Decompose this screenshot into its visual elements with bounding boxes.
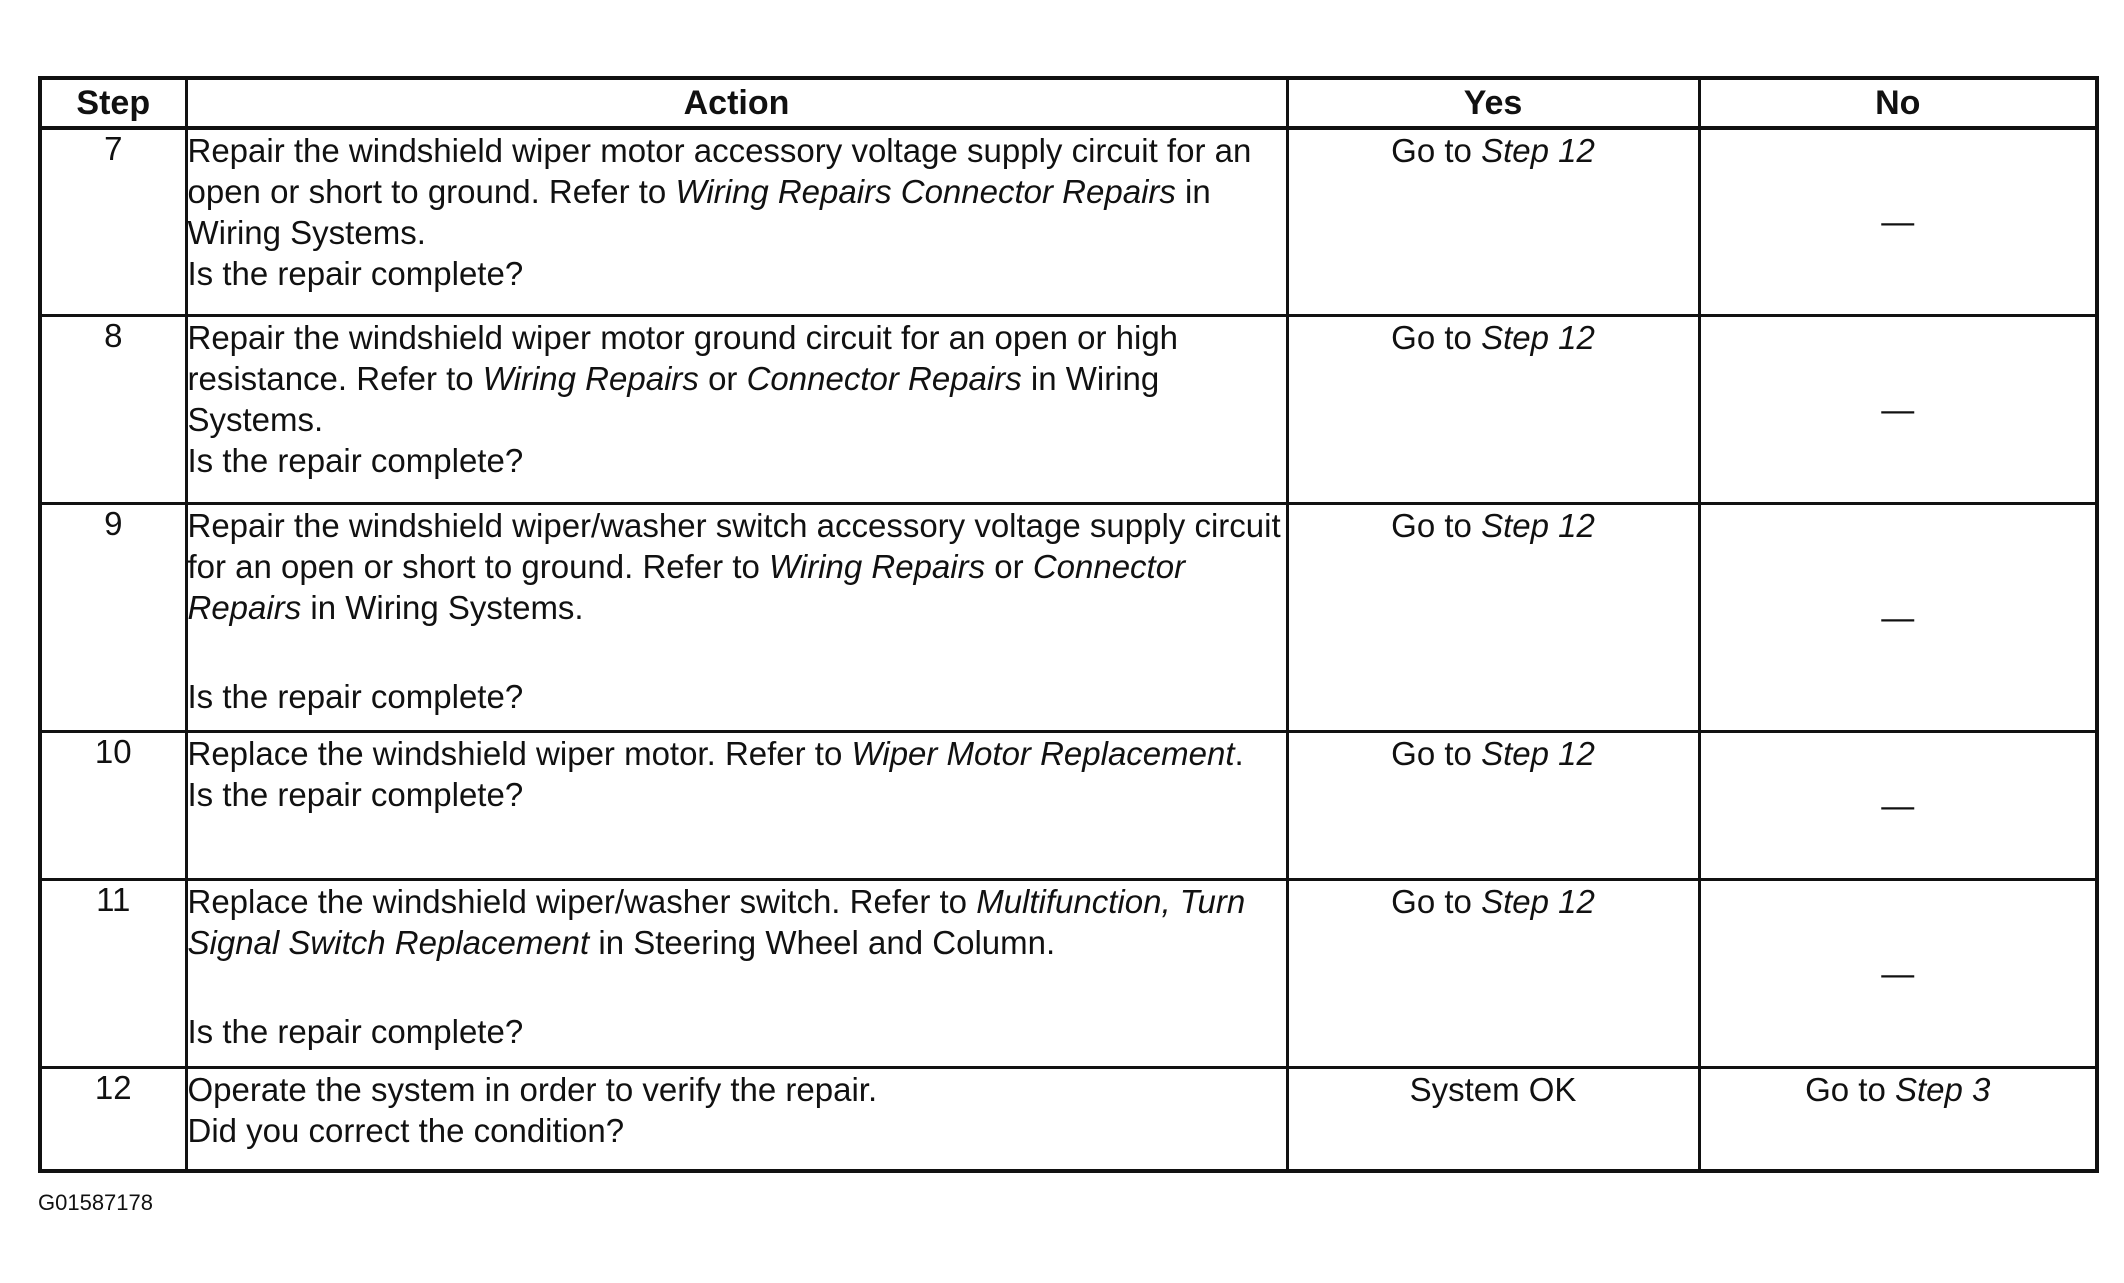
action-text: or [985,547,1033,585]
header-no: No [1699,78,2097,128]
step-number: 10 [40,731,186,879]
table-row [40,879,2097,1067]
action-text: in Wiring Systems. [187,359,1160,438]
yes-step-ref: Step 12 [1481,506,1595,544]
action-question: Is the repair complete? [187,255,524,292]
action-text: Repair the windshield wiper motor accessory voltage supply circuit for an open or short to ground. Refer to [187,132,1252,210]
reference-link-text: Connector Repairs [746,359,1022,397]
action-text: in Wiring Systems. [187,173,1211,251]
action-text: . [1234,734,1244,772]
reference-link-text: Wiring Repairs [769,547,986,585]
no-result [1699,128,2097,315]
action-cell [186,879,1287,1067]
action-text: in Steering Wheel and Column. [589,923,1056,961]
yes-result [1287,128,1699,315]
yes-result [1287,731,1699,879]
yes-result [1287,1067,1699,1171]
yes-text: Go to [1391,882,1482,920]
action-description [188,733,1286,774]
reference-link-text: Wiper Motor Replacement [851,734,1235,772]
no-text: Go to [1805,1070,1895,1108]
no-result [1699,315,2097,503]
action-description [188,1069,1286,1110]
action-description [188,881,1286,963]
action-question: Is the repair complete? [187,677,524,715]
action-cell [186,128,1287,315]
no-result [1699,879,2097,1067]
header-step: Step [40,78,186,128]
action-cell [186,731,1287,879]
action-question: Did you correct the condition? [187,1111,625,1149]
yes-text: Go to [1391,506,1482,544]
yes-text: Go to [1391,318,1482,356]
yes-text: System OK [1409,1070,1577,1108]
yes-result [1287,315,1699,503]
header-action: Action [186,78,1287,128]
figure-id: G01587178 [38,1190,153,1215]
no-dash: — [1881,954,1915,992]
diagnostic-table [38,76,2099,1173]
yes-step-ref: Step 12 [1481,132,1595,169]
yes-step-ref: Step 12 [1481,318,1595,356]
step-number: 7 [40,128,186,315]
action-text: or [698,359,747,397]
action-description [188,505,1286,628]
action-description [188,130,1286,253]
reference-link-text: Wiring Repairs [675,173,892,210]
action-text: Replace the windshield wiper/washer switch. Refer to [187,882,977,920]
yes-step-ref: Step 12 [1481,882,1595,920]
action-question: Is the repair complete? [187,441,524,479]
spacer [188,628,1286,676]
table-row [40,1067,2097,1171]
action-text: Replace the windshield wiper motor. Refer to [187,734,852,772]
action-cell [186,315,1287,503]
action-question: Is the repair complete? [187,1012,524,1050]
yes-result [1287,879,1699,1067]
reference-link-text: Wiring Repairs [482,359,699,397]
no-step-ref: Step 3 [1894,1070,1991,1108]
no-result [1699,1067,2097,1171]
header-yes: Yes [1287,78,1699,128]
reference-link-text: Connector Repairs [187,547,1186,626]
action-text: Repair the windshield wiper motor ground circuit for an open or high resistance. Refer to [187,318,1179,397]
no-dash: — [1881,390,1915,428]
action-cell [186,503,1287,731]
table-row [40,315,2097,503]
action-text: in Wiring Systems. [301,588,584,626]
step-number: 9 [40,503,186,731]
no-result [1699,731,2097,879]
action-description [188,317,1286,440]
action-text: Operate the system in order to verify the repair. [187,1070,878,1108]
action-text: Repair the windshield wiper/washer switch accessory voltage supply circuit for an open or short to ground. Refer to [187,506,1281,585]
step-number: 8 [40,315,186,503]
yes-result [1287,503,1699,731]
yes-text: Go to [1391,734,1482,772]
action-text [892,173,901,210]
table-row [40,503,2097,731]
table-row [40,128,2097,315]
no-result [1699,503,2097,731]
table-body [40,128,2097,1171]
action-question: Is the repair complete? [187,775,524,813]
action-cell [186,1067,1287,1171]
no-dash: — [1881,598,1915,636]
yes-step-ref: Step 12 [1481,734,1595,772]
step-number: 12 [40,1067,186,1171]
spacer [188,963,1286,1011]
table-row [40,731,2097,879]
reference-link-text: Multifunction, Turn Signal Switch Replacement [187,882,1246,961]
reference-link-text: Connector Repairs [900,173,1176,210]
no-dash: — [1881,786,1915,824]
no-dash: — [1881,203,1915,241]
table-header-row [40,78,2097,128]
yes-text: Go to [1391,132,1482,169]
step-number: 11 [40,879,186,1067]
